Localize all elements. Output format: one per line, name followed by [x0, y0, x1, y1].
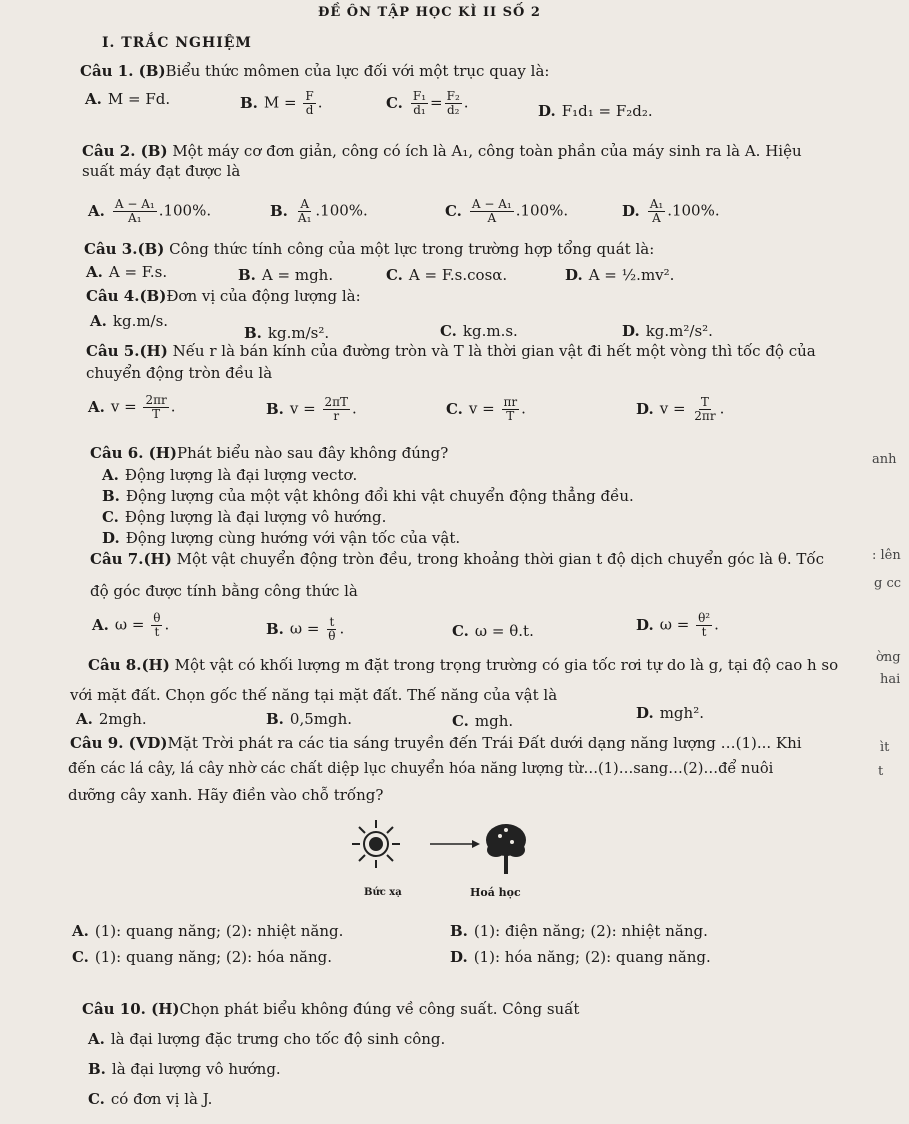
q5-option-d: D. v = $\frac{T}{2\pi r}$ .	[636, 395, 725, 423]
q10-option-c: C. có đơn vị là J.	[88, 1090, 213, 1108]
energy-diagram	[340, 812, 540, 902]
q2-option-b: B. $\frac{A}{\text{A₁}}$ .100%.	[270, 197, 368, 225]
q6-option-b: B. Động lượng của một vật không đổi khi vật chuyển động thẳng đều.	[102, 487, 634, 505]
q1-option-a: A. M = Fd.	[85, 90, 171, 108]
q3-option-a: A. A = F.s.	[86, 263, 168, 281]
question-1: Câu 1. (B)Biểu thức mômen của lực đối với một trục quay là:	[80, 62, 550, 80]
question-2: Câu 2. (B) Một máy cơ đơn giản, công có ích là A₁, công toàn phần của máy sinh ra là A. Hiệu	[82, 142, 802, 160]
q4-option-a: A. kg.m/s.	[90, 312, 169, 330]
arrow-right-icon	[430, 840, 480, 848]
question-3: Câu 3.(B) Công thức tính công của một lực trong trường hợp tổng quát là:	[84, 240, 655, 258]
edge-fragment-3: g cc	[874, 576, 902, 591]
question-9: Câu 9. (VD)Mặt Trời phát ra các tia sáng truyền đến Trái Đất dưới dạng năng lượng …(1)... Khi	[70, 734, 802, 752]
question-7: Câu 7.(H) Một vật chuyển động tròn đều, trong khoảng thời gian t độ dịch chuyển góc là θ. Tốc	[90, 550, 824, 568]
q8-option-d: D. mgh².	[636, 704, 704, 722]
question-2-line-2: suất máy đạt được là	[82, 162, 241, 180]
q7-option-b: B. ω = $\frac{t}{\theta}$ .	[266, 615, 345, 643]
sun-to-tree-figure	[340, 812, 540, 882]
edge-fragment-1: anh	[872, 452, 897, 467]
q6-option-c: C. Động lượng là đại lượng vô hướng.	[102, 508, 387, 526]
question-9-line-2: đến các lá cây, lá cây nhờ các chất diệp lục chuyển hóa năng lượng từ…(1)…sang…(2)…để nuôi	[68, 760, 774, 777]
q10-option-a: A. là đại lượng đặc trưng cho tốc độ sinh công.	[88, 1030, 446, 1048]
q9-option-a: A. (1): quang năng; (2): nhiệt năng.	[72, 922, 344, 940]
q2-option-a: A. $\frac{\text{A − A₁}}{\text{A₁}}$ .100%.	[88, 197, 212, 225]
q3-option-c: C. A = F.s.cosα.	[386, 266, 508, 284]
q8-option-a: A. 2mgh.	[76, 710, 147, 728]
q10-option-b: B. là đại lượng vô hướng.	[88, 1060, 281, 1078]
q1-option-b: B. M = $\frac{F}{d}$ .	[240, 89, 323, 117]
q9-option-b: B. (1): điện năng; (2): nhiệt năng.	[450, 922, 708, 940]
q9-option-c: C. (1): quang năng; (2): hóa năng.	[72, 948, 333, 966]
q8-option-b: B. 0,5mgh.	[266, 710, 353, 728]
q7-option-a: A. ω = $\frac{\theta}{t}$ .	[92, 611, 170, 639]
q2-option-c: C. $\frac{\text{A − A₁}}{A}$ .100%.	[445, 197, 569, 225]
edge-fragment-7: t	[878, 764, 884, 779]
q4-option-d: D. kg.m²/s².	[622, 322, 713, 340]
q8-option-c: C. mgh.	[452, 712, 514, 730]
question-6: Câu 6. (H)Phát biểu nào sau đây không đúng?	[90, 444, 449, 462]
sun-icon	[352, 820, 400, 868]
question-5-line-2: chuyển động tròn đều là	[86, 364, 273, 382]
question-9-line-3: dưỡng cây xanh. Hãy điền vào chỗ trống?	[68, 786, 384, 804]
edge-fragment-4: ờng	[876, 650, 901, 665]
edge-fragment-6: ìt	[880, 740, 890, 755]
q3-option-b: B. A = mgh.	[238, 266, 334, 284]
q5-option-b: B. v = $\frac{2\pi T}{r}$ .	[266, 395, 357, 423]
question-4: Câu 4.(B)Đơn vị của động lượng là:	[86, 287, 361, 305]
question-8-line-2: với mặt đất. Chọn gốc thế năng tại mặt đất. Thế năng của vật là	[70, 686, 558, 704]
question-10: Câu 10. (H)Chọn phát biểu không đúng về công suất. Công suất	[82, 1000, 580, 1018]
q1-option-d: D. F₁d₁ = F₂d₂.	[538, 102, 653, 120]
exam-header: ĐỀ ÔN TẬP HỌC KÌ II SỐ 2	[318, 5, 541, 20]
question-7-line-2: độ góc được tính bằng công thức là	[90, 582, 358, 600]
edge-fragment-2: : lên	[872, 548, 901, 563]
q7-option-d: D. ω = $\frac{\text{θ²}}{t}$ .	[636, 611, 719, 639]
q1-option-c: C. $\frac{\text{F₁}}{\text{d₁}}$ = $\frac{\text{F₂}}{\text{d₂}}$ .	[386, 89, 469, 117]
q6-option-d: D. Động lượng cùng hướng với vận tốc của vật.	[102, 529, 461, 547]
q9-option-d: D. (1): hóa năng; (2): quang năng.	[450, 948, 711, 966]
q7-option-c: C. ω = θ.t.	[452, 622, 534, 640]
q4-option-b: B. kg.m/s².	[244, 324, 330, 342]
q3-option-d: D. A = ½.mv².	[565, 266, 675, 284]
q2-option-d: D. $\frac{\text{A₁}}{A}$ .100%.	[622, 197, 720, 225]
q5-option-c: C. v = $\frac{\pi r}{T}$ .	[446, 395, 526, 423]
section-title: I. TRẮC NGHIỆM	[102, 35, 252, 51]
figure-caption-chemical: Hoá học	[470, 886, 521, 899]
q5-option-a: A. v = $\frac{2\pi r}{T}$ .	[88, 393, 176, 421]
figure-caption-radiation: Bức xạ	[364, 887, 402, 898]
q4-option-c: C. kg.m.s.	[440, 322, 518, 340]
question-5: Câu 5.(H) Nếu r là bán kính của đường tròn và T là thời gian vật đi hết một vòng thì tốc độ của	[86, 342, 816, 360]
tree-icon	[486, 824, 526, 874]
question-8: Câu 8.(H) Một vật có khối lượng m đặt trong trọng trường có gia tốc rơi tự do là g, tại độ cao h so	[88, 656, 839, 674]
q6-option-a: A. Động lượng là đại lượng vectơ.	[102, 466, 358, 484]
edge-fragment-5: hai	[880, 672, 901, 687]
